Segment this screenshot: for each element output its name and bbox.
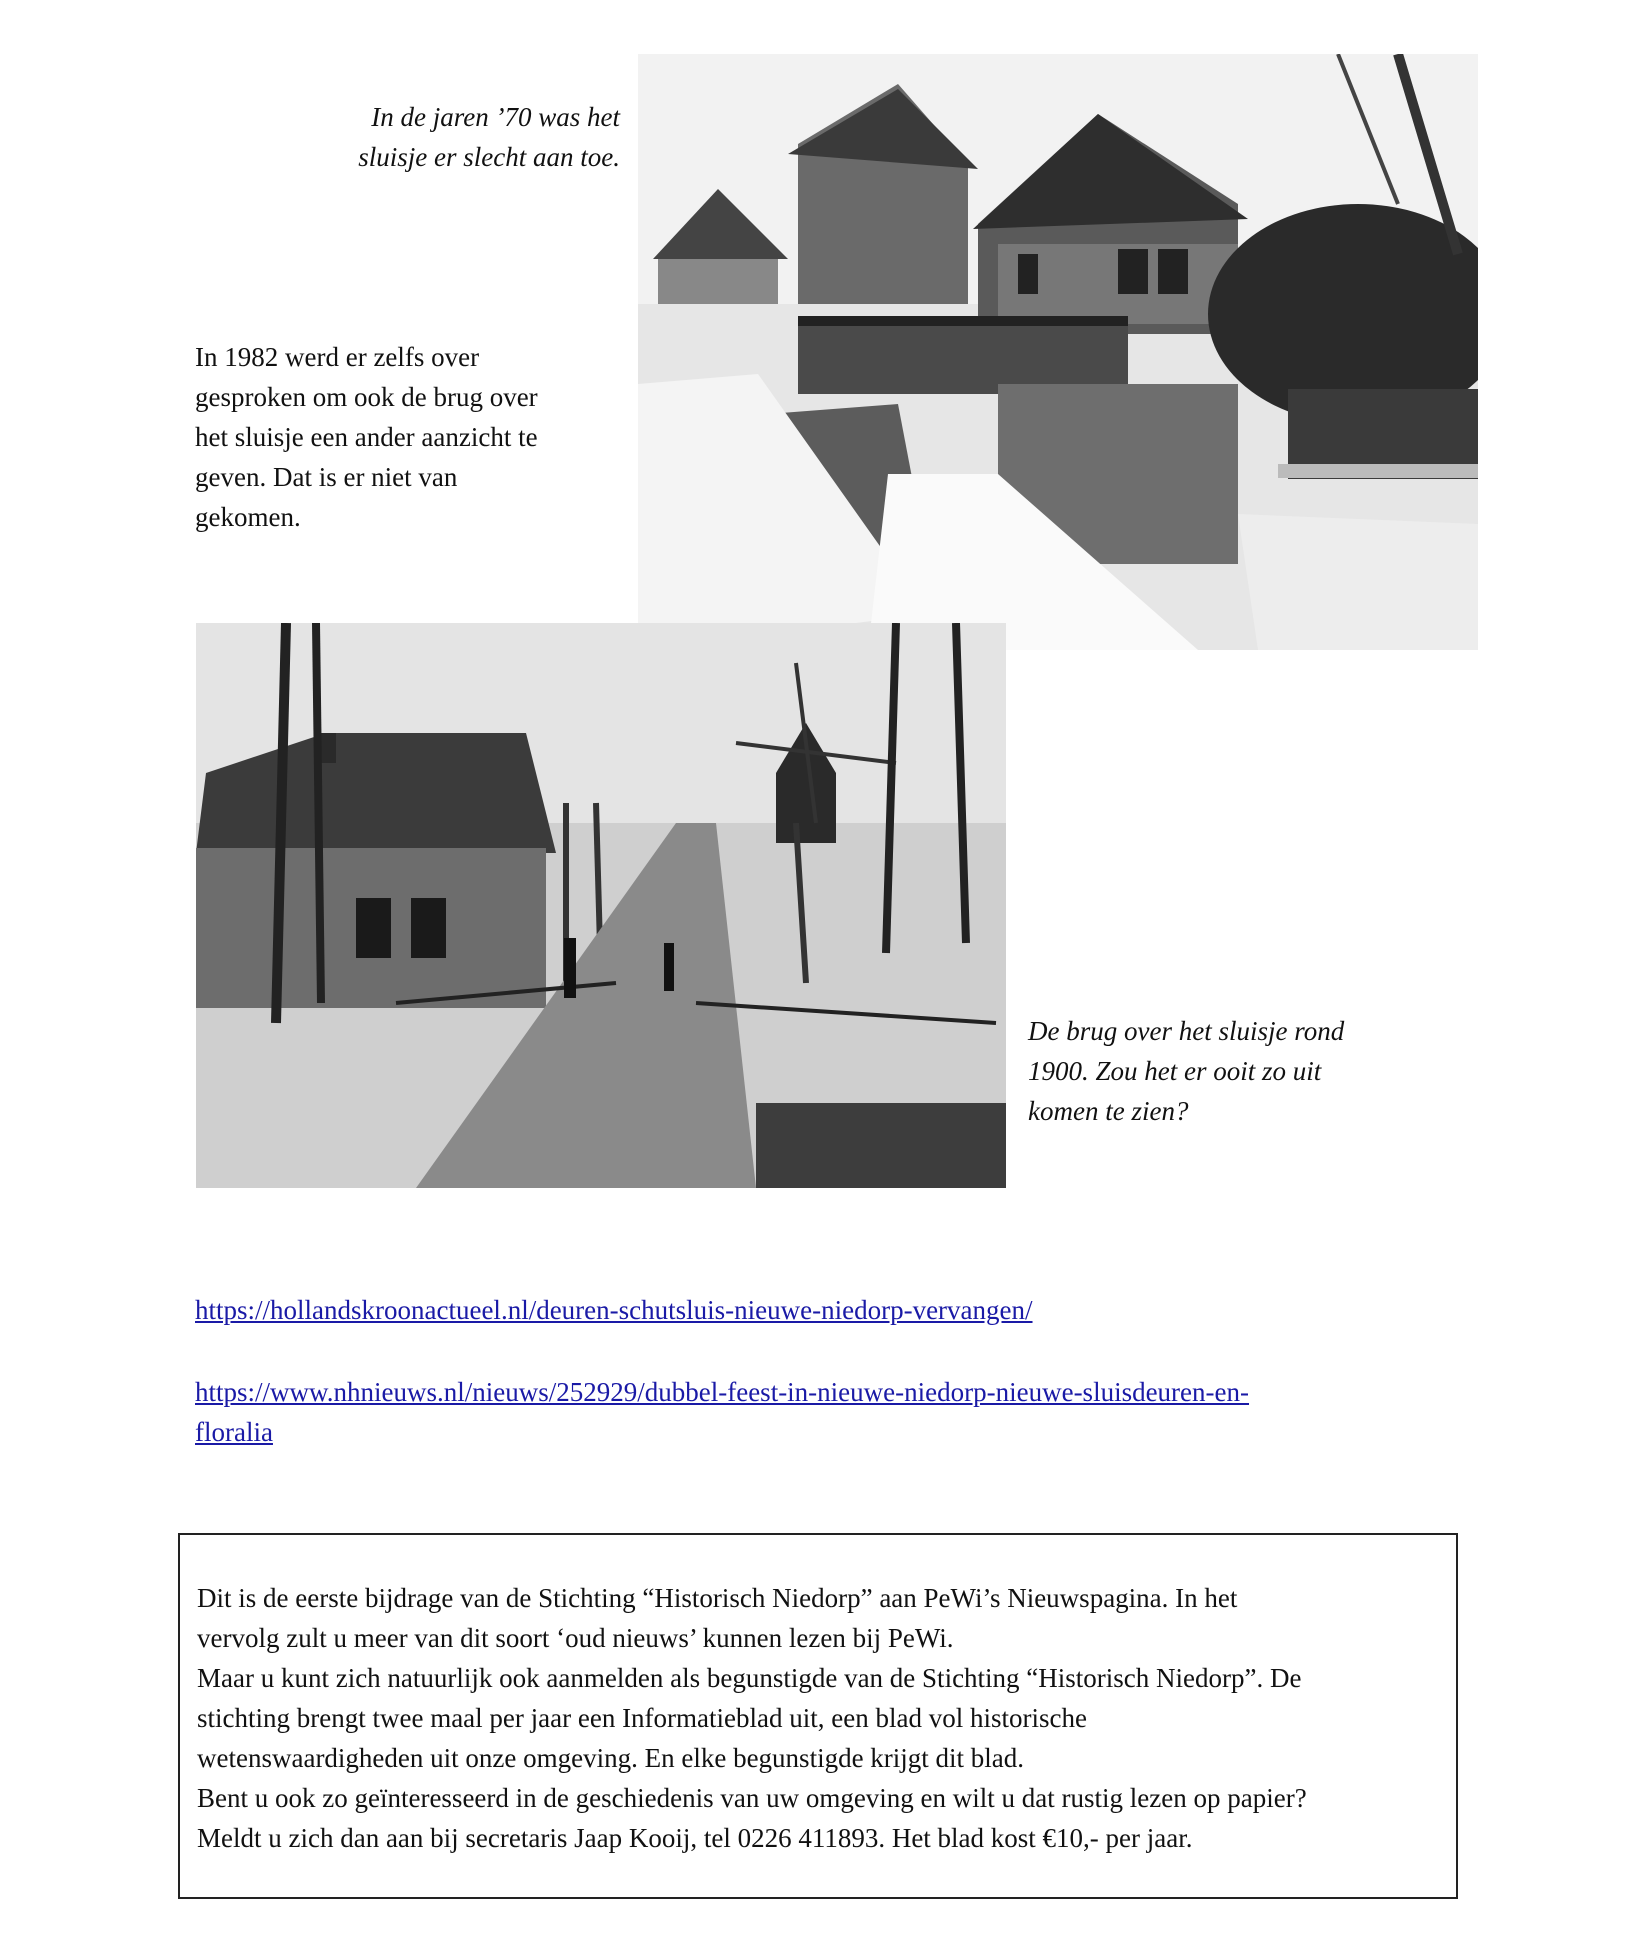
caption-seventies-line1: In de jaren ’70 was het — [371, 102, 620, 132]
paragraph-1982-line: gekomen. — [195, 502, 301, 532]
caption-bridge-1900-line: De brug over het sluisje rond — [1028, 1016, 1345, 1046]
info-box-line: Meldt u zich dan aan bij secretaris Jaap Kooij, tel 0226 411893. Het blad kost €10,- per jaar. — [197, 1823, 1193, 1853]
info-box-line: stichting brengt twee maal per jaar een Informatieblad uit, een blad vol historische — [197, 1703, 1087, 1733]
paragraph-1982 — [195, 337, 625, 537]
caption-bridge-1900 — [1028, 1011, 1448, 1131]
paragraph-1982-line: In 1982 werd er zelfs over — [195, 342, 480, 372]
info-box-line: vervolg zult u meer van dit soort ‘oud nieuws’ kunnen lezen bij PeWi. — [197, 1623, 954, 1653]
paragraph-1982-line: geven. Dat is er niet van — [195, 462, 458, 492]
photo-sluice-1970s — [638, 54, 1478, 650]
photo-bridge-1900-image — [196, 623, 1006, 1188]
paragraph-1982-line: gesproken om ook de brug over — [195, 382, 538, 412]
info-box-line: Bent u ook zo geïnteresseerd in de geschiedenis van uw omgeving en wilt u dat rustig lezen op papier? — [197, 1783, 1307, 1813]
photo-bridge-1900 — [196, 623, 1006, 1188]
link-nhnieuws-line1[interactable]: https://www.nhnieuws.nl/nieuws/252929/dubbel-feest-in-nieuwe-niedorp-nieuwe-sluisdeuren-en- — [195, 1377, 1250, 1407]
paragraph-1982-line: het sluisje een ander aanzicht te — [195, 422, 538, 452]
link-hollandskroon[interactable]: https://hollandskroonactueel.nl/deuren-schutsluis-nieuwe-niedorp-vervangen/ — [195, 1295, 1033, 1325]
info-box-line: Maar u kunt zich natuurlijk ook aanmelden als begunstigde van de Stichting “Historisch Niedorp”. De — [197, 1663, 1302, 1693]
info-box-line: Dit is de eerste bijdrage van de Stichting “Historisch Niedorp” aan PeWi’s Nieuwspagina. In het — [197, 1583, 1238, 1613]
caption-bridge-1900-line: komen te zien? — [1028, 1096, 1189, 1126]
link-nhnieuws[interactable] — [195, 1372, 1249, 1452]
info-box-line: wetenswaardigheden uit onze omgeving. En elke begunstigde krijgt dit blad. — [197, 1743, 1025, 1773]
info-box — [178, 1533, 1458, 1899]
caption-seventies — [320, 97, 620, 177]
link-nhnieuws-line2[interactable]: floralia — [195, 1417, 273, 1447]
caption-bridge-1900-line: 1900. Zou het er ooit zo uit — [1028, 1056, 1322, 1086]
caption-seventies-line2: sluisje er slecht aan toe. — [358, 142, 620, 172]
photo-sluice-1970s-image — [638, 54, 1478, 650]
